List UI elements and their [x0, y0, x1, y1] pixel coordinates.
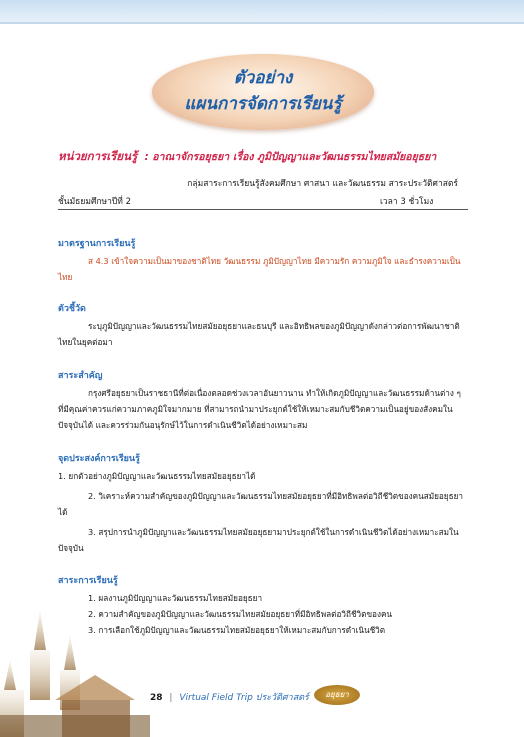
indicator-text: [58, 318, 468, 350]
objective-item: 3. สรุปการนำภูมิปัญญาและวัฒนธรรมไทยสมัยอยุธยามาประยุกต์ใช้ในการดำเนินชีวิตได้อย่างเหมาะสมในปัจจุบัน: [58, 527, 459, 553]
essence-text-content: กรุงศรีอยุธยาเป็นราชธานีที่ต่อเนื่องตลอดช่วงเวลาอันยาวนาน ทำให้เกิดภูมิปัญญาและวัฒนธรรมด้านต่าง ๆ ที่มีคุณค่าควรแก่ความภาคภูมิใจมากมาย ที่สามารถนำมาประยุกต์ใช้ให้เหมาะสมกับชีวิตความเป็นอยู่ของสังคมในปัจจุบันได้ และควรร่วมกันอนุรักษ์ไว้ในการดำเนินชีวิตได้อย่างเหมาะสม: [58, 388, 461, 430]
content-heading: สาระการเรียนรู้: [58, 576, 118, 586]
header-rule: [58, 209, 468, 210]
series-title: Virtual Field Trip ประวัติศาสตร์: [179, 693, 309, 703]
content-item: 1. ผลงานภูมิปัญญาและวัฒนธรรมไทยสมัยอยุธยา: [88, 593, 263, 603]
page-number: 28: [150, 693, 163, 703]
objective-item: 2. วิเคราะห์ความสำคัญของภูมิปัญญาและวัฒนธรรมไทยสมัยอยุธยาที่มีอิทธิพลต่อวิถีชีวิตของคนสมัยอยุธยาได้: [58, 491, 463, 517]
top-band: [0, 0, 524, 22]
objective-item: 1. ยกตัวอย่างภูมิปัญญาและวัฒนธรรมไทยสมัยอยุธยาได้: [58, 471, 256, 481]
objectives-heading: จุดประสงค์การเรียนรู้: [58, 454, 140, 464]
essence-text: [58, 385, 468, 433]
time-duration: เวลา 3 ชั่วโมง: [380, 197, 434, 207]
standard-text-content: ส 4.3 เข้าใจความเป็นมาของชาติไทย วัฒนธรรม ภูมิปัญญาไทย มีความรัก ความภูมิใจ และธำรงความเป็นไทย: [58, 256, 461, 282]
title-line-2: แผนการจัดการเรียนรู้: [184, 94, 342, 114]
content-item: 2. ความสำคัญของภูมิปัญญาและวัฒนธรรมไทยสมัยอยุธยาที่มีอิทธิพลต่อวิถีชีวิตของคน: [88, 609, 393, 619]
unit-text: : อาณาจักรอยุธยา เรื่อง ภูมิปัญญาและวัฒนธรรมไทยสมัยอยุธยา: [144, 151, 437, 163]
page-footer: [150, 690, 309, 704]
indicator-text-content: ระบุภูมิปัญญาและวัฒนธรรมไทยสมัยอยุธยาและธนบุรี และอิทธิพลของภูมิปัญญาดังกล่าวต่อการพัฒนาชาติไทยในยุคต่อมา: [58, 321, 460, 347]
grade-level: ชั้นมัธยมศึกษาปีที่ 2: [58, 197, 131, 207]
footer-separator: |: [169, 693, 173, 703]
essence-heading: สาระสำคัญ: [58, 371, 103, 381]
top-divider: [0, 22, 524, 24]
title-line-1: ตัวอย่าง: [233, 68, 293, 88]
temple-illustration: [0, 590, 150, 737]
standard-heading: มาตรฐานการเรียนรู้: [58, 239, 136, 249]
unit-label: หน่วยการเรียนรู้: [58, 149, 138, 163]
indicator-heading: ตัวชี้วัด: [58, 304, 86, 314]
content-item: 3. การเลือกใช้ภูมิปัญญาและวัฒนธรรมไทยสมัยอยุธยาให้เหมาะสมกับการดำเนินชีวิต: [88, 625, 386, 635]
unit-line: [58, 148, 498, 166]
standard-text: [58, 253, 468, 285]
subject-line: กลุ่มสาระการเรียนรู้สังคมศึกษา ศาสนา และวัฒนธรรม สาระประวัติศาสตร์: [187, 179, 458, 189]
ayutthaya-badge: อยุธยา: [314, 685, 360, 705]
